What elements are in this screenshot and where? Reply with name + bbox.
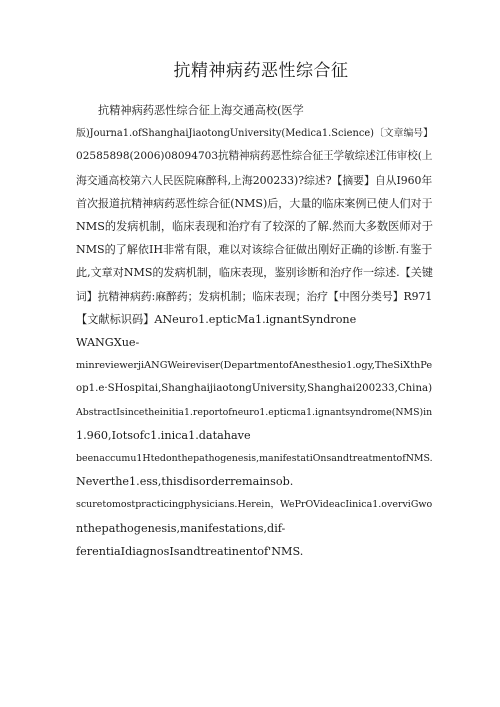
- document-body: [76, 99, 434, 563]
- text-line: AbstractIsincetheinitia1.reportofneuro1.epticma1.ignantsyndrome(NMS)in: [76, 406, 433, 418]
- text-line: nthepathogenesis,manifestations,dif-: [76, 521, 286, 535]
- text-line: 海交通高校第六人民医院麻醉科,上海200233)?综述?【摘要】自从I960年: [76, 173, 433, 187]
- text-line: scuretomostpracticingphysicians.Herein，WePrOVideacIinica1.overviGwo: [76, 499, 433, 511]
- text-line: 抗精神病药恶性综合征上海交通高校(医学: [98, 104, 304, 117]
- text-line: 首次报道抗精神病药恶性综合征(NMS)后，大量的临床案例已使人们对于: [76, 196, 433, 210]
- document-title: 抗精神病药恶性综合征: [173, 61, 349, 81]
- text-line: Neverthe1.ess,thisdisorderremainsob.: [76, 475, 294, 489]
- text-line: op1.e·SHospitai,ShanghaijiaotongUniversity,Shanghai200233,China): [76, 383, 433, 395]
- text-line: 此,文章对NMS的发病机制，临床表现，鉴别诊断和治疗作一综述.【关键: [76, 266, 433, 280]
- text-line: ferentiaIdiagnosIsandtreatinentof'NMS.: [76, 544, 304, 558]
- text-line: 词】抗精神病药:麻醉药；发病机制；临床表现；治疗【中图分类号】R971: [76, 289, 433, 303]
- text-line: 02585898(2006)08094703抗精神病药恶性综合征王学敏综述江伟审校(上: [76, 150, 433, 163]
- text-line: 【文献标识码】ANeuro1.epticMa1.ignantSyndrone: [76, 312, 357, 326]
- text-line: 版)Journa1.ofShanghaiJiaotongUniversity(Medica1.Science)〔文章编号】: [76, 128, 433, 140]
- text-line: beenaccumu1Htedonthepathogenesis,manifestatiOnsandtreatmentofNMS.: [76, 453, 433, 465]
- text-line: WANGXue-: [76, 336, 140, 350]
- text-line: NMS的了解依IH非常有限，难以对该综合征做出刚好正确的诊断.有鉴于: [76, 243, 433, 257]
- text-line: 1.960,Iotsofc1.inica1.datahave: [76, 428, 251, 442]
- text-line: minreviewerjiANGWeireviser(DepartmentofAnesthesio1.ogy,TheSiXthPe: [76, 360, 433, 372]
- text-line: NMS的发病机制，临床表现和治疗有了较深的了解.然而大多数医师对于: [76, 220, 433, 234]
